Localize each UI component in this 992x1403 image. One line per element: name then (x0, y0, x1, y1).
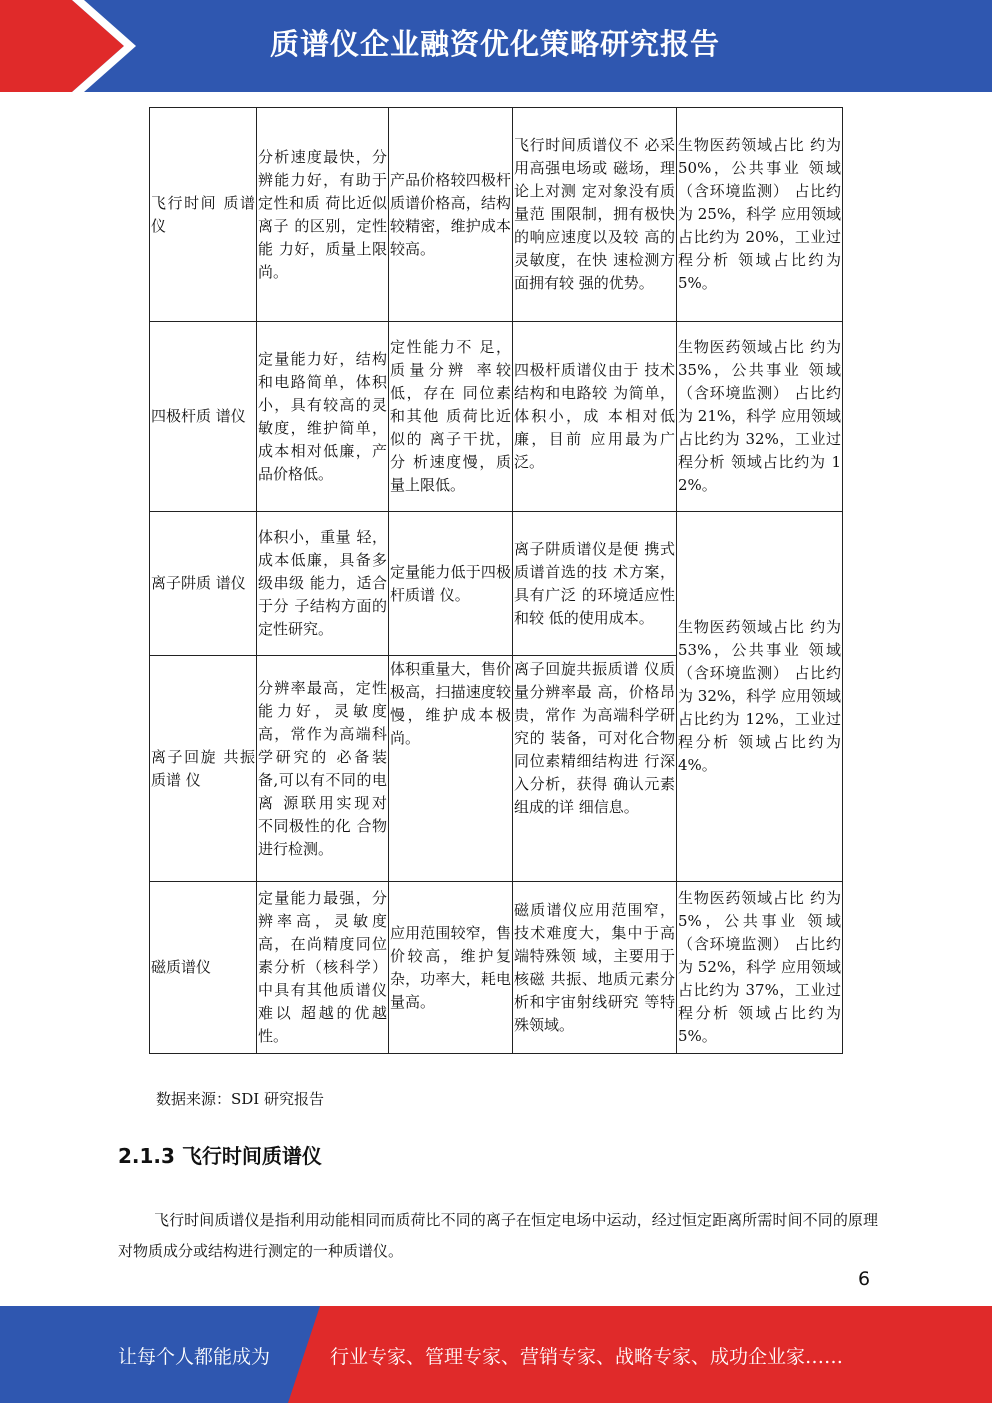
type-cell: 离子回旋 共振质谱 仪 (150, 656, 257, 882)
share-cell: 生物医药领域占比 约为 35%，公共事业 领域（含环境监测） 占比约为 21%，科学 应用领域占比约为 32%，工业过程分析 领域占比约为 12%。 (677, 322, 843, 512)
footer-slogan-left: 让每个人都能成为 (118, 1346, 271, 1368)
type-cell: 离子阱质 谱仪 (150, 512, 257, 656)
section-heading: 2.1.3 飞行时间质谱仪 (118, 1144, 322, 1168)
advantages-cell: 定量能力好，结构和电路简单，体积小，具有较高的灵敏度，维护简单，成本相对低廉，产品价格低。 (257, 322, 389, 512)
mass-spectrometer-comparison-table (149, 107, 843, 1054)
disadvantages-cell: 体积重量大，售价极高，扫描速度较慢，维护成本极 尚。 (389, 656, 513, 882)
advantages-cell: 分析速度最快，分辨能力好，有助于定性和质 荷比近似离子 的区别，定性能 力好，质量上限 尚。 (257, 108, 389, 322)
body-paragraph: 飞行时间质谱仪是指利用动能相同而质荷比不同的离子在恒定电场中运动，经过恒定距离所需时间不同的原理对物质成分或结构进行测定的一种质谱仪。 (118, 1211, 878, 1260)
page-number: 6 (858, 1268, 871, 1290)
page-footer (0, 1306, 992, 1403)
table-row (150, 882, 843, 1054)
share-cell: 生物医药领域占比 约为 53%，公共事业 领域（含环境监测） 占比约为 32%，科学 应用领域占比约为 12%，工业过程分析 领域占比约为 4%。 (677, 512, 843, 882)
share-cell: 生物医药领域占比 约为 5%，公共事业 领域（含环境监测） 占比约为 52%，科学 应用领域占比约为 37%，工业过程分析 领域占比约为 5%。 (677, 882, 843, 1054)
header-red-chevron (0, 0, 140, 92)
table-row (150, 108, 843, 322)
comparison-cell: 飞行时间质谱仪不 必采用高强电场或 磁场，理论上对测 定对象没有质量范 围限制，拥有极快 的响应速度以及较 高的灵敏度，在快 速检测方面拥有较 强的优势。 (513, 108, 677, 322)
table-row (150, 322, 843, 512)
advantages-cell: 分辨率最高，定性能力好，灵敏度高，常作为高端科学研究的 必备装备,可以有不同的电离 源联用实现对 不同极性的化 合物进行检测。 (257, 656, 389, 882)
type-cell: 飞行时间 质谱仪 (150, 108, 257, 322)
disadvantages-cell: 定量能力低于四极杆质谱 仪。 (389, 512, 513, 656)
report-title: 质谱仪企业融资优化策略研究报告 (270, 27, 721, 61)
disadvantages-cell: 产品价格较四极杆质谱价格高，结构较精密，维护成本较高。 (389, 108, 513, 322)
type-cell: 四极杆质 谱仪 (150, 322, 257, 512)
comparison-cell: 四极杆质谱仪由于 技术结构和电路较 为简单，体积小，成 本相对低廉，目前 应用最为广泛。 (513, 322, 677, 512)
disadvantages-cell: 定性能力不 足，质量分辨 率较低，存在 同位素和其他 质荷比近似的 离子干扰，分 析速度慢，质 量上限低。 (389, 322, 513, 512)
comparison-cell: 磁质谱仪应用范围窄，技术难度大，集中于高端特殊领 域，主要用于核磁 共振、地质元素分 析和宇宙射线研究 等特殊领域。 (513, 882, 677, 1054)
data-source-note: 数据来源：SDI 研究报告 (156, 1090, 324, 1108)
page-header (0, 0, 992, 92)
table-row (150, 512, 843, 656)
comparison-cell: 离子阱质谱仪是便 携式质谱首选的技 术方案，具有广泛 的环境适应性和较 低的使用成本。 (513, 512, 677, 656)
type-cell: 磁质谱仪 (150, 882, 257, 1054)
advantages-cell: 体积小，重量 轻，成本低廉，具备多级串级 能力，适合于分 子结构方面的 定性研究。 (257, 512, 389, 656)
advantages-cell: 定量能力最强，分辨率高，灵敏度高，在尚精度同位素分析（核科学）中具有其他质谱仪难以 超越的优越性。 (257, 882, 389, 1054)
share-cell: 生物医药领域占比 约为 50%，公共事业 领域（含环境监测） 占比约为 25%，科学 应用领域占比约为 20%，工业过程分析 领域占比约为 5%。 (677, 108, 843, 322)
disadvantages-cell: 应用范围较窄，售价较高，维护复杂，功率大，耗电量高。 (389, 882, 513, 1054)
comparison-cell: 离子回旋共振质谱 仪质量分辨率最 高，价格昂贵，常作 为高端科学研究的 装备，可对化合物同位素精细结构进 行深入分析，获得 确认元素组成的详 细信息。 (513, 656, 677, 882)
footer-slogan-right: 行业专家、管理专家、营销专家、战略专家、成功企业家…… (330, 1346, 844, 1368)
